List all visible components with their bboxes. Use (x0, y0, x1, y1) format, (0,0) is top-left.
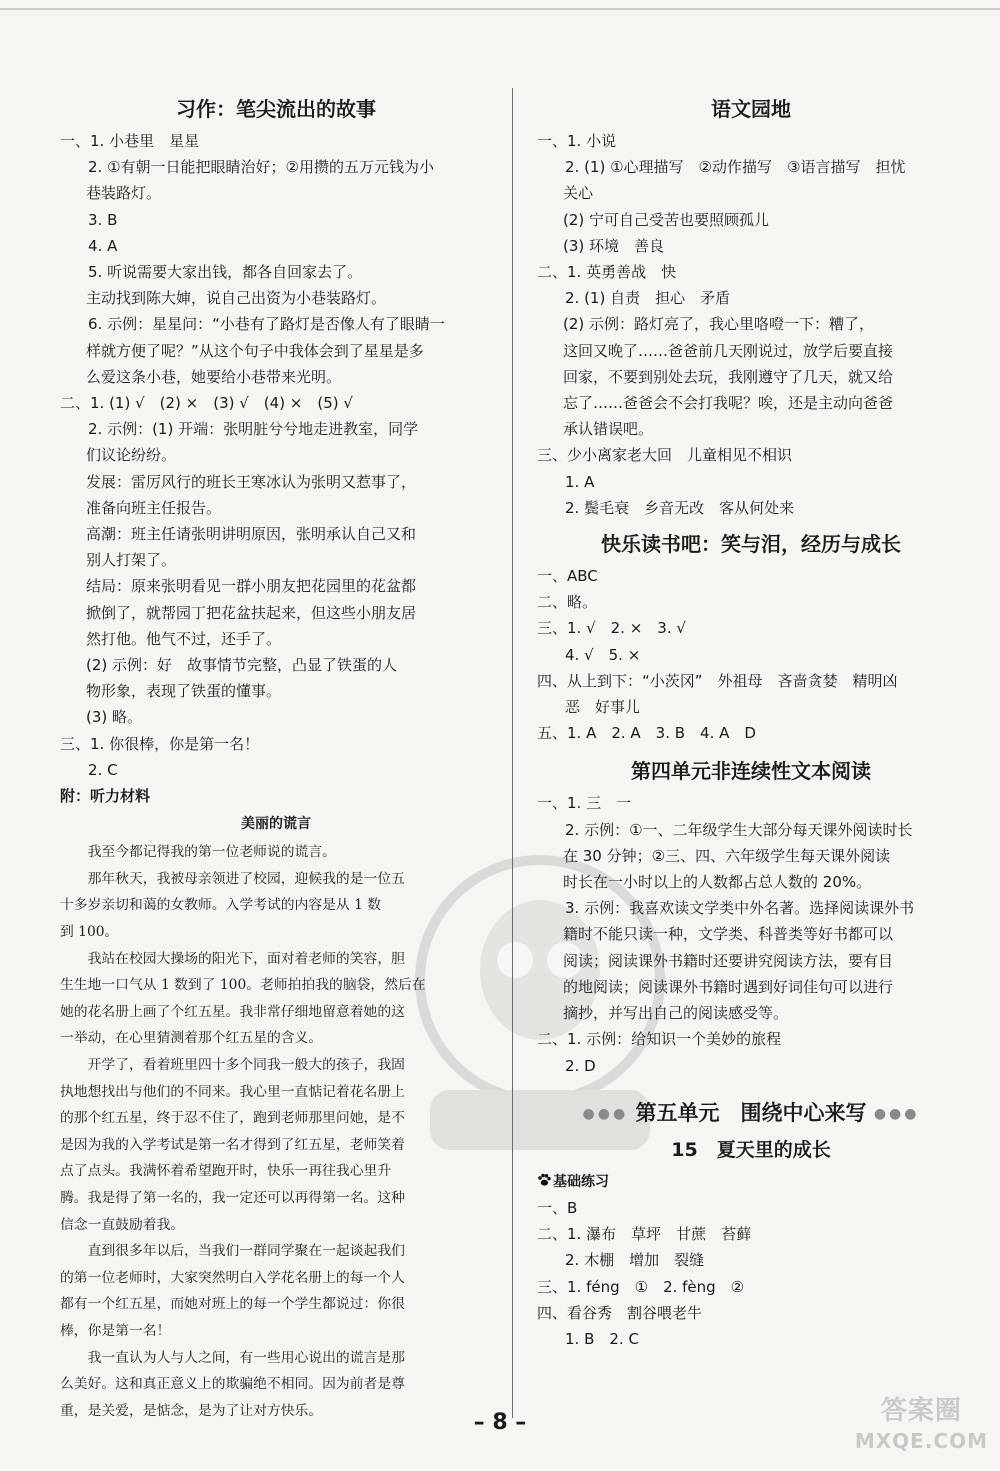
banner-dots-left: ●●● (582, 1105, 629, 1122)
answer-line: 回家，不要到别处去玩，我刚遵守了几天，就又给 (563, 367, 894, 386)
left-column (60, 92, 492, 1424)
unit4-reading-answers (537, 790, 965, 1078)
answer-line: 1. B 2. C (565, 1329, 639, 1348)
answer-line: 2. ①有朝一日能把眼睛治好；②用攒的五万元钱为小 (88, 158, 434, 177)
answer-line: (3) 环境 善良 (563, 236, 665, 255)
answer-line: 2. (1) ①心理描写 ②动作描写 ③语言描写 担忧 (565, 158, 906, 177)
answer-line: 在 30 分钟；②三、四、六年级学生每天课外阅读 (563, 846, 891, 865)
answer-line: 6. 示例：星星问：“小巷有了路灯是否像人有了眼睛一 (88, 315, 445, 334)
yuwen-yuandi-answers (537, 128, 965, 521)
passage-line: 的那个红五星，终于忍不住了，跑到老师那里问她，是不 (60, 1110, 405, 1127)
passage-line: 棒，你是第一名！ (60, 1322, 171, 1339)
unit5-title: 第五单元 围绕中心来写 (635, 1100, 867, 1125)
answer-line: 别人打架了。 (86, 551, 177, 570)
passage-line: 的第一位老师时，大家突然明白入学花名册上的每一个人 (60, 1269, 405, 1286)
passage-line: 执地想找出与他们的不同来。我心里一直惦记着花名册上 (60, 1083, 405, 1100)
answer-line: 二、1. 英勇善战 快 (537, 263, 677, 282)
answer-line: 二、略。 (537, 593, 598, 612)
answer-line: 样就方便了呢？”从这个句子中我体会到了星星是多 (86, 341, 424, 360)
answer-line: 一、1. 小巷里 星星 (60, 132, 200, 150)
passage-line: 十多岁亲切和蔼的女教师。入学考试的内容是从 1 数 (60, 897, 382, 914)
answer-line: 一、1. 小说 (537, 132, 617, 150)
answer-line: 的地阅读；阅读课外书籍时遇到好词佳句可以进行 (563, 977, 894, 996)
answer-line: (2) 示例：路灯亮了，我心里咯噔一下：糟了， (563, 315, 875, 334)
watermark-line1: 答案圈 (880, 1396, 962, 1426)
passage-line: 她的花名册上画了个红五星。我非常仔细地留意着她的这 (60, 1003, 405, 1020)
passage-line: 那年秋天，我被母亲领进了校园，迎候我的是一位五 (60, 870, 405, 887)
passage-line: 点了点头。我满怀着希望跑开时，快乐一再往我心里升 (60, 1163, 392, 1180)
answer-line: 主动找到陈大婶，说自己出资为小巷装路灯。 (86, 289, 387, 308)
passage-line: 腾。我是得了第一名的，我一定还可以再得第一名。这种 (60, 1190, 405, 1206)
answer-line: 恶 好事儿 (565, 698, 641, 717)
basic-practice-text: 基础练习 (553, 1173, 609, 1190)
answer-line: 高潮：班主任请张明讲明原因，张明承认自己又和 (86, 525, 417, 544)
answer-line: 摘抄，并写出自己的阅读感受等。 (563, 1004, 789, 1023)
passage-line: 么美好。这和真正意义上的欺骗绝不相同。因为前者是尊 (60, 1376, 405, 1393)
right-column (537, 92, 965, 1352)
passage-line: 开学了，看着班里四十多个同我一般大的孩子，我固 (60, 1057, 405, 1074)
lesson-title: 15 夏天里的成长 (671, 1138, 831, 1161)
passage-line: 我一直认为人与人之间，有一些用心说出的谎言是那 (60, 1349, 405, 1366)
passage-line: 直到很多年以后，当我们一群同学聚在一起谈起我们 (60, 1243, 405, 1260)
answer-line: 关心 (563, 184, 594, 203)
answer-line: 阅读；阅读课外书籍时还要讲究阅读方法，要有目 (563, 951, 894, 970)
answer-line: 二、1. (1) √ (2) × (3) √ (4) × (5) √ (60, 394, 353, 413)
passage-line: 到 100。 (60, 924, 119, 941)
answer-line: 发展：雷厉风行的班长王寒冰认为张明又惹事了， (86, 472, 417, 491)
answer-line: (3) 略。 (86, 708, 143, 727)
answer-line: 这回又晚了……爸爸前几天刚说过，放学后要直接 (563, 341, 894, 360)
section-title-writing: 习作：笔尖流出的故事 (176, 97, 376, 121)
answer-line: 们议论纷纷。 (86, 446, 177, 465)
answer-line: 忘了……爸爸会不会打我呢？唉，还是主动向爸爸 (563, 394, 894, 413)
answer-line: 2. 示例：①一、二年级学生大部分每天课外阅读时长 (565, 820, 913, 839)
unit5-banner (537, 1093, 965, 1133)
answer-line: 一、B (537, 1198, 578, 1217)
answer-line: 然打他。他气不过，还手了。 (86, 629, 282, 648)
happy-reading-answers (537, 563, 965, 746)
writing-answers (60, 128, 492, 783)
answer-line: 么爱这条小巷，她要给小巷带来光明。 (86, 367, 342, 386)
answer-line: 二、1. 瀑布 草坪 甘蔗 苔藓 (537, 1225, 752, 1244)
answer-line: 2. 鬓毛衰 乡音无改 客从何处来 (565, 498, 795, 517)
answer-line: 结局：原来张明看见一群小朋友把花园里的花盆都 (86, 577, 417, 596)
section-title-yuwen-yuandi: 语文园地 (711, 97, 791, 121)
answer-line: 三、1. 你很棒，你是第一名！ (60, 734, 260, 753)
answer-line: 3. 示例：我喜欢读文学类中外名著。选择阅读课外书 (565, 899, 915, 918)
passage-line: 信念一直鼓励着我。 (60, 1216, 185, 1233)
banner-dots-right: ●●● (873, 1105, 920, 1122)
passage-line: 都有一个红五星，而她对班上的每一个学生都说过：你很 (60, 1296, 405, 1313)
answer-line: 掀倒了，就帮园丁把花盆扶起来，但这些小朋友居 (86, 603, 417, 622)
listening-passage (60, 839, 492, 1424)
answer-line: 三、1. √ 2. × 3. √ (537, 619, 686, 638)
answer-line: 四、看谷秀 割谷喂老牛 (537, 1303, 703, 1322)
answer-line: 巷装路灯。 (86, 184, 162, 203)
answer-line: 时长在一小时以上的人数都占总人数的 20%。 (563, 873, 872, 892)
passage-line: 是因为我的入学考试是第一名才得到了红五星，老师笑着 (60, 1136, 405, 1153)
answer-line: 承认错误吧。 (563, 420, 654, 439)
answer-line: 2. (1) 自责 担心 矛盾 (565, 289, 731, 308)
passage-line: 我站在校园大操场的阳光下，面对着老师的笑容，胆 (60, 950, 405, 967)
top-rule (0, 8, 1000, 10)
passage-line: 重，是关爱，是惦念，是为了让对方快乐。 (60, 1402, 323, 1419)
paw-icon (537, 1173, 551, 1187)
basic-practice-label (537, 1169, 965, 1195)
answer-line: 物形象，表现了铁蛋的懂事。 (86, 682, 282, 701)
answer-line: 五、1. A 2. A 3. B 4. A D (537, 724, 756, 743)
passage-line: 生生地一口气从 1 数到了 100。老师拍拍我的脑袋，然后在 (60, 977, 426, 994)
lesson15-answers (537, 1195, 965, 1352)
answer-line: 二、1. 示例：给知识一个美妙的旅程 (537, 1030, 782, 1049)
answer-line: 3. B (88, 210, 118, 229)
site-watermark (855, 1396, 988, 1456)
answer-line: 准备向班主任报告。 (86, 498, 222, 517)
appendix-label: 附：听力材料 (60, 787, 151, 806)
answer-line: 2. 木棚 增加 裂缝 (565, 1251, 705, 1270)
answer-line: 1. A (565, 472, 595, 491)
answer-line: 4. √ 5. × (565, 645, 641, 664)
answer-line: 4. A (88, 236, 118, 255)
answer-line: 四、从上到下：“小茨冈” 外祖母 吝啬贪婪 精明凶 (537, 671, 898, 690)
page-number: – 8 – (473, 1410, 527, 1435)
answer-line: 5. 听说需要大家出钱，都各自回家去了。 (88, 263, 363, 282)
answer-line: 一、ABC (537, 567, 598, 586)
section-title-happy-reading: 快乐读书吧：笑与泪，经历与成长 (601, 532, 901, 557)
answer-line: 籍时不能只读一种，文学类、科普类等好书都可以 (563, 925, 894, 944)
answer-line: (2) 示例：好 故事情节完整，凸显了铁蛋的人 (86, 656, 398, 675)
answer-line: 2. 示例：(1) 开端：张明脏兮兮地走进教室，同学 (88, 420, 419, 439)
passage-line: 我至今都记得我的第一位老师说的谎言。 (60, 844, 336, 861)
passage-line: 一举动，在心里猜测着那个红五星的含义。 (60, 1030, 323, 1047)
answer-line: 2. D (565, 1056, 596, 1075)
watermark-line2: MXQE.COM (854, 1429, 988, 1453)
answer-line: (2) 宁可自己受苦也要照顾孤儿 (563, 210, 770, 229)
passage-title: 美丽的谎言 (241, 816, 311, 833)
answer-line: 三、少小离家老大回 儿童相见不相识 (537, 446, 793, 465)
answer-line: 三、1. féng ① 2. fèng ② (537, 1277, 745, 1296)
answer-line: 2. C (88, 760, 118, 779)
column-divider (512, 88, 513, 1418)
answer-line: 一、1. 三 一 (537, 794, 632, 813)
section-title-unit4-reading: 第四单元非连续性文本阅读 (631, 759, 871, 784)
